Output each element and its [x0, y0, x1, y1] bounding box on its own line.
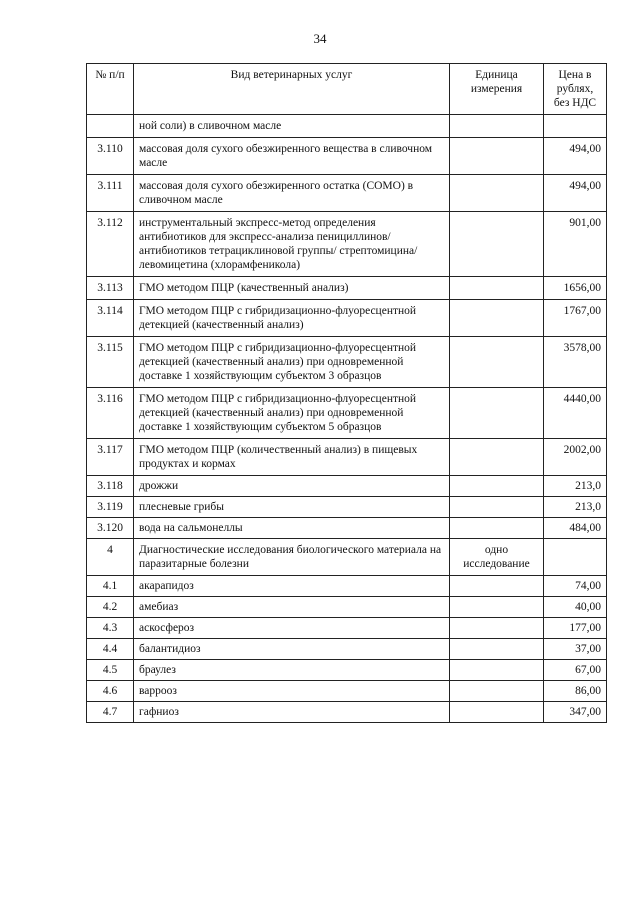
- row-price-cell: 74,00: [544, 576, 607, 597]
- row-service-cell: гафниоз: [134, 702, 450, 723]
- row-number-cell: 4.5: [87, 660, 134, 681]
- row-service-cell: аскосфероз: [134, 618, 450, 639]
- row-unit-cell: [450, 115, 544, 138]
- row-unit-cell: [450, 702, 544, 723]
- row-price-cell: 4440,00: [544, 388, 607, 439]
- table-row: [87, 175, 607, 212]
- row-service-cell: ГМО методом ПЦР (качественный анализ): [134, 277, 450, 300]
- table-row: [87, 212, 607, 277]
- row-unit-cell: [450, 388, 544, 439]
- row-price-cell: 213,0: [544, 476, 607, 497]
- row-price-cell: 1656,00: [544, 277, 607, 300]
- row-unit-cell: [450, 497, 544, 518]
- table-row: [87, 388, 607, 439]
- table-row: [87, 138, 607, 175]
- row-service-cell: ГМО методом ПЦР с гибридизационно-флуоресцентной детекцией (качественный анализ) при одновременной доставке 1 хозяйствующим субъектом 3 образцов: [134, 337, 450, 388]
- row-number-cell: 3.118: [87, 476, 134, 497]
- row-service-cell: дрожжи: [134, 476, 450, 497]
- row-number-cell: 3.116: [87, 388, 134, 439]
- table-row: [87, 518, 607, 539]
- row-price-cell: 347,00: [544, 702, 607, 723]
- row-number-cell: 3.113: [87, 277, 134, 300]
- table-row: [87, 476, 607, 497]
- row-price-cell: 67,00: [544, 660, 607, 681]
- row-unit-cell: [450, 337, 544, 388]
- row-price-cell: 901,00: [544, 212, 607, 277]
- table-row: [87, 277, 607, 300]
- row-price-cell: [544, 115, 607, 138]
- row-unit-cell: [450, 576, 544, 597]
- row-price-cell: 494,00: [544, 175, 607, 212]
- row-service-cell: ной соли) в сливочном масле: [134, 115, 450, 138]
- row-price-cell: 494,00: [544, 138, 607, 175]
- table-row: [87, 300, 607, 337]
- table-row: [87, 681, 607, 702]
- row-number-cell: 3.115: [87, 337, 134, 388]
- table-header-row: [87, 64, 607, 115]
- header-unit: Единица измерения: [450, 64, 544, 115]
- row-unit-cell: [450, 518, 544, 539]
- row-service-cell: плесневые грибы: [134, 497, 450, 518]
- row-service-cell: варрооз: [134, 681, 450, 702]
- row-number-cell: 3.114: [87, 300, 134, 337]
- row-unit-cell: [450, 439, 544, 476]
- table-row: [87, 115, 607, 138]
- row-number-cell: 3.112: [87, 212, 134, 277]
- row-number-cell: 4: [87, 539, 134, 576]
- table-row: [87, 702, 607, 723]
- row-price-cell: 177,00: [544, 618, 607, 639]
- row-number-cell: 3.110: [87, 138, 134, 175]
- row-unit-cell: [450, 660, 544, 681]
- row-service-cell: массовая доля сухого обезжиренного вещества в сливочном масле: [134, 138, 450, 175]
- row-unit-cell: [450, 639, 544, 660]
- row-number-cell: 3.120: [87, 518, 134, 539]
- row-price-cell: 213,0: [544, 497, 607, 518]
- table-row: [87, 337, 607, 388]
- row-unit-cell: [450, 300, 544, 337]
- table-row: [87, 539, 607, 576]
- table-row: [87, 639, 607, 660]
- table-row: [87, 597, 607, 618]
- row-service-cell: браулез: [134, 660, 450, 681]
- table-body: [87, 115, 607, 723]
- row-unit-cell: [450, 681, 544, 702]
- row-price-cell: 484,00: [544, 518, 607, 539]
- row-service-cell: балантидиоз: [134, 639, 450, 660]
- row-price-cell: 86,00: [544, 681, 607, 702]
- row-unit-cell: [450, 212, 544, 277]
- header-number: № п/п: [87, 64, 134, 115]
- row-unit-cell: [450, 175, 544, 212]
- row-number-cell: 4.4: [87, 639, 134, 660]
- row-number-cell: 3.119: [87, 497, 134, 518]
- row-unit-cell: [450, 277, 544, 300]
- table-row: [87, 660, 607, 681]
- header-service: Вид ветеринарных услуг: [134, 64, 450, 115]
- row-number-cell: 4.3: [87, 618, 134, 639]
- row-price-cell: 37,00: [544, 639, 607, 660]
- page-number: 34: [313, 31, 327, 46]
- row-service-cell: инструментальный экспресс-метод определения антибиотиков для экспресс-анализа пенициллинов/ антибиотиков тетрациклиновой группы/ стрептомицина/ левомицетина (хлорамфеникола): [134, 212, 450, 277]
- row-service-cell: ГМО методом ПЦР с гибридизационно-флуоресцентной детекцией (качественный анализ) при одновременной доставке 1 хозяйствующим субъектом 5 образцов: [134, 388, 450, 439]
- row-service-cell: массовая доля сухого обезжиренного остатка (СОМО) в сливочном масле: [134, 175, 450, 212]
- row-number-cell: 4.6: [87, 681, 134, 702]
- row-unit-cell: [450, 476, 544, 497]
- row-price-cell: 40,00: [544, 597, 607, 618]
- row-number-cell: [87, 115, 134, 138]
- row-number-cell: 4.1: [87, 576, 134, 597]
- row-service-cell: Диагностические исследования биологического материала на паразитарные болезни: [134, 539, 450, 576]
- row-service-cell: ГМО методом ПЦР с гибридизационно-флуоресцентной детекцией (качественный анализ): [134, 300, 450, 337]
- row-service-cell: акарапидоз: [134, 576, 450, 597]
- table-row: [87, 576, 607, 597]
- row-service-cell: вода на сальмонеллы: [134, 518, 450, 539]
- row-unit-cell: одно исследование: [450, 539, 544, 576]
- row-number-cell: 3.117: [87, 439, 134, 476]
- row-number-cell: 3.111: [87, 175, 134, 212]
- table-row: [87, 618, 607, 639]
- row-price-cell: 1767,00: [544, 300, 607, 337]
- row-price-cell: [544, 539, 607, 576]
- header-price: Цена в рублях, без НДС: [544, 64, 607, 115]
- table-row: [87, 439, 607, 476]
- row-price-cell: 3578,00: [544, 337, 607, 388]
- row-number-cell: 4.7: [87, 702, 134, 723]
- row-service-cell: ГМО методом ПЦР (количественный анализ) в пищевых продуктах и кормах: [134, 439, 450, 476]
- row-unit-cell: [450, 618, 544, 639]
- price-table: [86, 63, 607, 723]
- row-number-cell: 4.2: [87, 597, 134, 618]
- row-unit-cell: [450, 138, 544, 175]
- table-row: [87, 497, 607, 518]
- row-service-cell: амебиаз: [134, 597, 450, 618]
- row-price-cell: 2002,00: [544, 439, 607, 476]
- row-unit-cell: [450, 597, 544, 618]
